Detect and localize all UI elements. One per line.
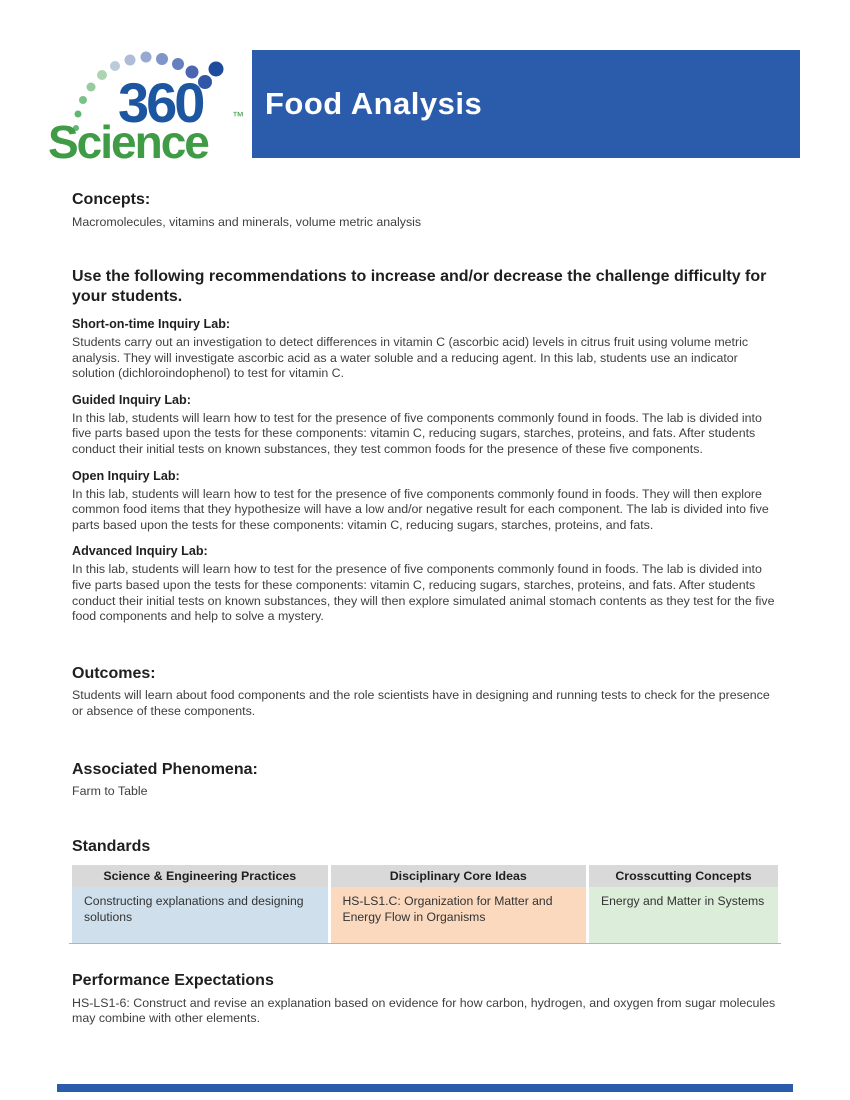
logo-graphic <box>48 42 252 164</box>
standards-cell-core-ideas: HS-LS1.C: Organization for Matter and Energy Flow in Organisms <box>331 887 587 943</box>
lab-short-on-time-heading: Short-on-time Inquiry Lab: <box>72 317 231 332</box>
standards-body-row <box>72 887 778 943</box>
page-title: Food Analysis <box>265 86 483 121</box>
standards-table <box>69 865 781 944</box>
section-concepts <box>72 190 778 230</box>
outcomes-text: Students will learn about food components and the role scientists have in designing and running tests to check for the presence or absence of these components. <box>72 688 770 718</box>
title-banner <box>252 50 800 158</box>
section-associated-phenomena <box>72 760 778 800</box>
standards-header-row <box>72 865 778 887</box>
360science-logo <box>48 42 252 164</box>
logo-trademark: ™ <box>232 109 244 123</box>
lab-guided-text: In this lab, students will learn how to test for the presence of five components commonly found in foods. The lab is divided into five parts based upon the tests for these components: vitamin C, reducing sugars, starches, proteins, and fats. After students conduct their initial tests on known substances, they test common foods for the presence of these five components. <box>72 410 762 457</box>
standards-header-crosscutting: Crosscutting Concepts <box>589 865 778 887</box>
associated-phenomena-text: Farm to Table <box>72 784 148 798</box>
section-performance-expectations <box>72 971 778 1027</box>
section-recommendations <box>72 267 778 625</box>
lab-advanced-text: In this lab, students will learn how to test for the presence of five components commonly found in foods. The lab is divided into five parts based upon the tests for these components: vitamin C, reducing sugars, starches, proteins, and fats. After students conduct their initial tests on known substances, they will then explore simulated animal stomach contents as they test for the five food components and help to solve a mystery. <box>72 562 775 624</box>
lab-short-on-time <box>72 316 778 382</box>
lab-open <box>72 468 778 534</box>
outcomes-heading: Outcomes: <box>72 664 156 682</box>
lab-advanced <box>72 543 778 624</box>
standards-header-core-ideas: Disciplinary Core Ideas <box>331 865 587 887</box>
lab-guided <box>72 392 778 458</box>
lab-guided-heading: Guided Inquiry Lab: <box>72 392 191 407</box>
associated-phenomena-heading: Associated Phenomena: <box>72 760 258 778</box>
logo-science-text: Science <box>48 116 208 164</box>
lab-short-on-time-text: Students carry out an investigation to detect differences in vitamin C (ascorbic acid) levels in citrus fruit using volume metric analysis. They will investigate ascorbic acid as a water soluble and a reducing agent. In this lab, students use an indicator solution (dichloroindophenol) to test for vitamin C. <box>72 335 749 381</box>
section-standards <box>72 837 778 945</box>
concepts-heading: Concepts: <box>72 191 151 208</box>
performance-expectations-heading: Performance Expectations <box>72 972 274 990</box>
lab-open-heading: Open Inquiry Lab: <box>72 468 180 483</box>
lab-open-text: In this lab, students will learn how to test for the presence of five components commonly found in foods. They will then explore common food items that they hypothesize will have a low and/or negative result for each component. The lab is divided into five parts based upon the tests for these components: vitamin C, reducing sugars, starches, proteins, and fats. <box>72 486 769 532</box>
standards-heading: Standards <box>72 837 151 855</box>
standards-header-practices: Science & Engineering Practices <box>72 865 328 887</box>
standards-cell-practices: Constructing explanations and designing solutions <box>72 887 328 943</box>
recommendations-heading: Use the following recommendations to increase and/or decrease the challenge difficulty for your students. <box>72 268 767 305</box>
concepts-text: Macromolecules, vitamins and minerals, volume metric analysis <box>72 214 422 229</box>
performance-expectations-text: HS-LS1-6: Construct and revise an explanation based on evidence for how carbon, hydrogen, and oxygen from sugar molecules may combine with other elements. <box>72 995 776 1026</box>
lab-advanced-heading: Advanced Inquiry Lab: <box>72 544 208 559</box>
section-outcomes <box>72 664 778 720</box>
standards-cell-crosscutting: Energy and Matter in Systems <box>589 887 778 943</box>
logo-360-text: 360 <box>118 71 203 134</box>
footer-accent-bar <box>57 1084 793 1092</box>
document-body <box>72 190 778 1027</box>
